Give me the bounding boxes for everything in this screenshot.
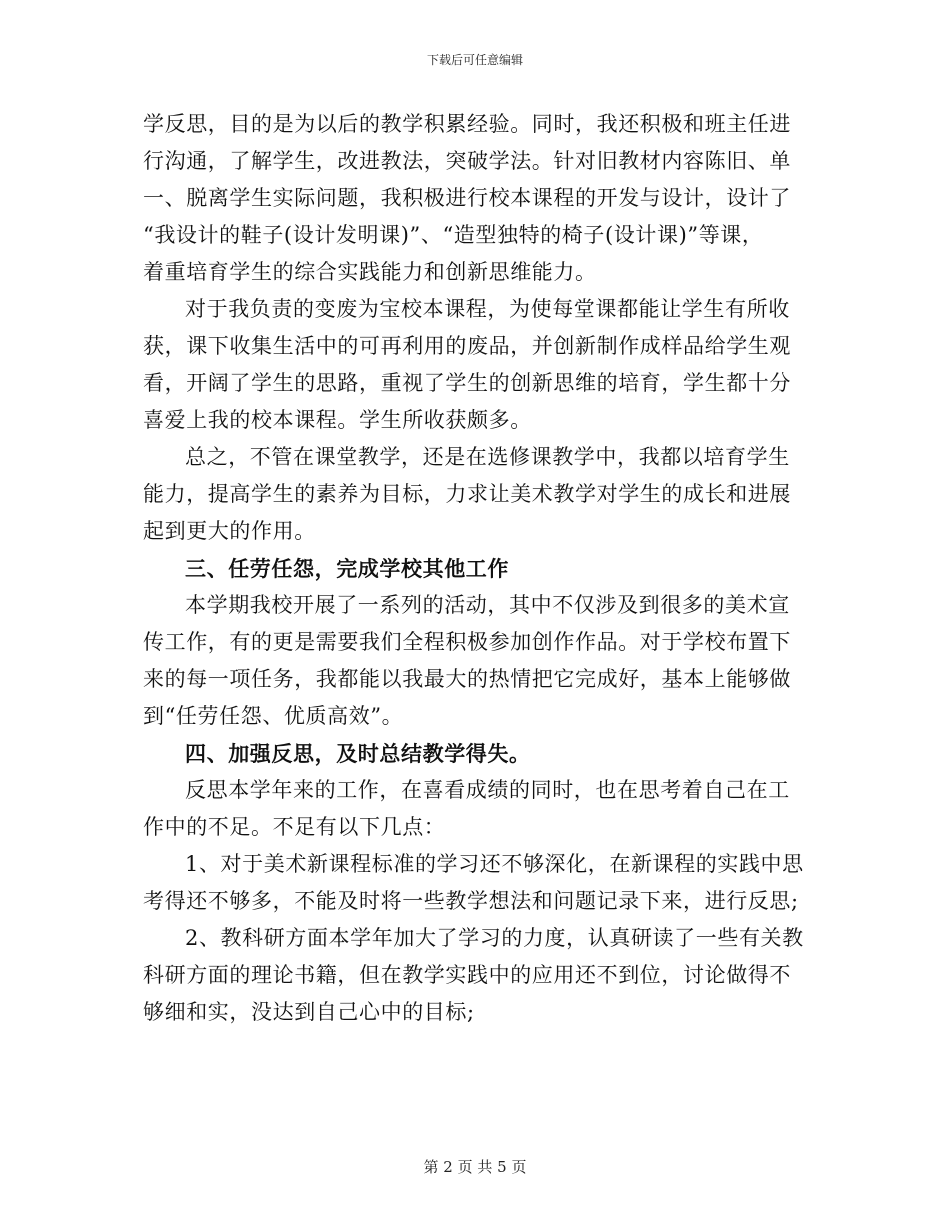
document-body [143, 106, 808, 1031]
paragraph-start: 对于我负责的变废为宝校本课程，为使每堂课都能让学生有所收 [185, 297, 790, 321]
text-line: 起到更大的作用。 [143, 519, 316, 543]
text-line: “我设计的鞋子(设计发明课)”、“造型独特的椅子(设计课)”等课， [143, 223, 764, 247]
section-heading: 三、任劳任怨，完成学校其他工作 [185, 556, 509, 581]
text-line: 喜爱上我的校本课程。学生所收获颇多。 [143, 408, 532, 432]
text-line: 考得还不够多，不能及时将一些教学想法和问题记录下来，进行反思; [143, 889, 799, 913]
text-line: 能力，提高学生的素养为目标，力求让美术教学对学生的成长和进展 [143, 482, 791, 506]
text-line: 看，开阔了学生的思路，重视了学生的创新思维的培育，学生都十分 [143, 371, 791, 395]
paragraph-start: 总之，不管在课堂教学，还是在选修课教学中，我都以培育学生 [185, 445, 790, 469]
page-header: 下载后可任意编辑 [426, 53, 523, 67]
section-heading: 四、加强反思，及时总结教学得失。 [185, 741, 531, 766]
text-line: 传工作，有的更是需要我们全程积极参加创作作品。对于学校布置下 [143, 630, 791, 654]
text-line: 够细和实，没达到自己心中的目标; [143, 1000, 475, 1024]
paragraph-start: 反思本学年来的工作，在喜看成绩的同时，也在思考着自己在工 [185, 778, 790, 802]
text-line: 科研方面的理论书籍，但在教学实践中的应用还不到位，讨论做得不 [143, 963, 791, 987]
text-line: 着重培育学生的综合实践能力和创新思维能力。 [143, 260, 597, 284]
text-line: 学反思，目的是为以后的教学积累经验。同时，我还积极和班主任进 [143, 112, 791, 136]
page-footer: 第 2 页 共 5 页 [423, 1158, 527, 1176]
text-line: 来的每一项任务，我都能以我最大的热情把它完成好，基本上能够做 [143, 667, 791, 691]
list-item-start: 1、对于美术新课程标准的学习还不够深化，在新课程的实践中思 [185, 852, 804, 876]
text-line: 行沟通，了解学生，改进教法，突破学法。针对旧教材内容陈旧、单 [143, 149, 791, 173]
text-line: 一、脱离学生实际问题，我积极进行校本课程的开发与设计，设计了 [143, 186, 791, 210]
paragraph-start: 本学期我校开展了一系列的活动，其中不仅涉及到很多的美术宣 [185, 593, 790, 617]
text-line: 到“任劳任怨、优质高效”。 [143, 704, 404, 728]
text-line: 获，课下收集生活中的可再利用的废品，并创新制作成样品给学生观 [143, 334, 791, 358]
list-item-start: 2、教科研方面本学年加大了学习的力度，认真研读了一些有关教 [185, 926, 804, 950]
text-line: 作中的不足。不足有以下几点： [143, 815, 446, 839]
